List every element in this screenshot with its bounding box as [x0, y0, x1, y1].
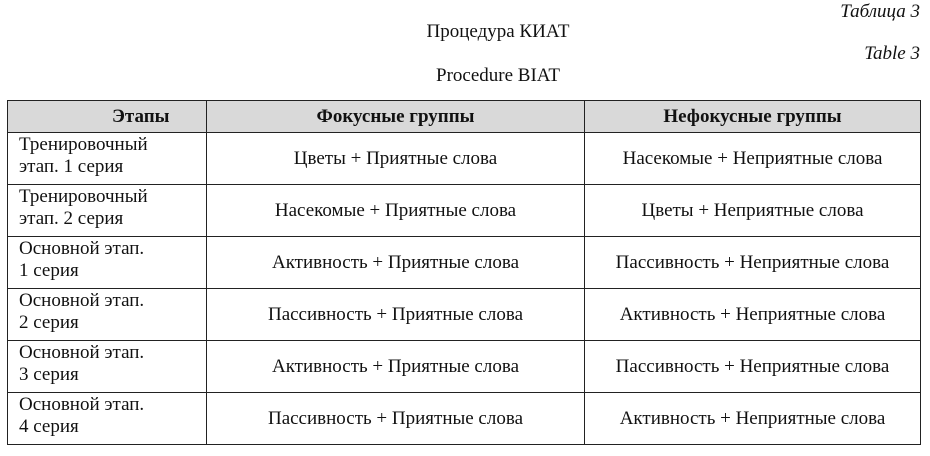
focal-cell: Насекомые + Приятные слова	[207, 185, 585, 237]
stage-line: Основной этап.	[19, 342, 145, 363]
stage-cell	[8, 133, 207, 185]
nonfocal-cell: Активность + Неприятные слова	[585, 289, 921, 341]
nonfocal-cell: Пассивность + Неприятные слова	[585, 341, 921, 393]
table-row	[8, 237, 921, 289]
header-focal-groups: Фокусные группы	[207, 101, 585, 133]
header-stages: Этапы	[8, 101, 207, 133]
nonfocal-cell: Пассивность + Неприятные слова	[585, 237, 921, 289]
stage-line: этап. 2 серия	[19, 208, 124, 229]
focal-cell: Пассивность + Приятные слова	[207, 393, 585, 445]
table-row	[8, 185, 921, 237]
nonfocal-cell: Активность + Неприятные слова	[585, 393, 921, 445]
stage-cell	[8, 237, 207, 289]
header-nonfocal-groups: Нефокусные группы	[585, 101, 921, 133]
stage-line: 3 серия	[19, 364, 79, 385]
table-header-row	[8, 101, 921, 133]
table-row	[8, 393, 921, 445]
stage-cell	[8, 393, 207, 445]
stage-line: Тренировочный	[19, 186, 148, 207]
focal-cell: Пассивность + Приятные слова	[207, 289, 585, 341]
stage-cell	[8, 289, 207, 341]
stage-line: Основной этап.	[19, 238, 145, 259]
table-row	[8, 341, 921, 393]
stage-line: 2 серия	[19, 312, 79, 333]
table-row	[8, 289, 921, 341]
stage-line: этап. 1 серия	[19, 156, 124, 177]
focal-cell: Цветы + Приятные слова	[207, 133, 585, 185]
table-number-en: Table 3	[864, 43, 920, 64]
table-title-en: Procedure BIAT	[436, 65, 560, 86]
procedure-table	[7, 100, 921, 445]
stage-line: 1 серия	[19, 260, 79, 281]
stage-cell	[8, 185, 207, 237]
stage-line: Тренировочный	[19, 134, 148, 155]
stage-cell	[8, 341, 207, 393]
stage-line: Основной этап.	[19, 394, 145, 415]
stage-line: Основной этап.	[19, 290, 145, 311]
stage-line: 4 серия	[19, 416, 79, 437]
nonfocal-cell: Цветы + Неприятные слова	[585, 185, 921, 237]
table-title-ru: Процедура КИАТ	[426, 21, 570, 42]
table-row	[8, 133, 921, 185]
nonfocal-cell: Насекомые + Неприятные слова	[585, 133, 921, 185]
focal-cell: Активность + Приятные слова	[207, 237, 585, 289]
table-number-ru: Таблица 3	[840, 1, 920, 22]
focal-cell: Активность + Приятные слова	[207, 341, 585, 393]
